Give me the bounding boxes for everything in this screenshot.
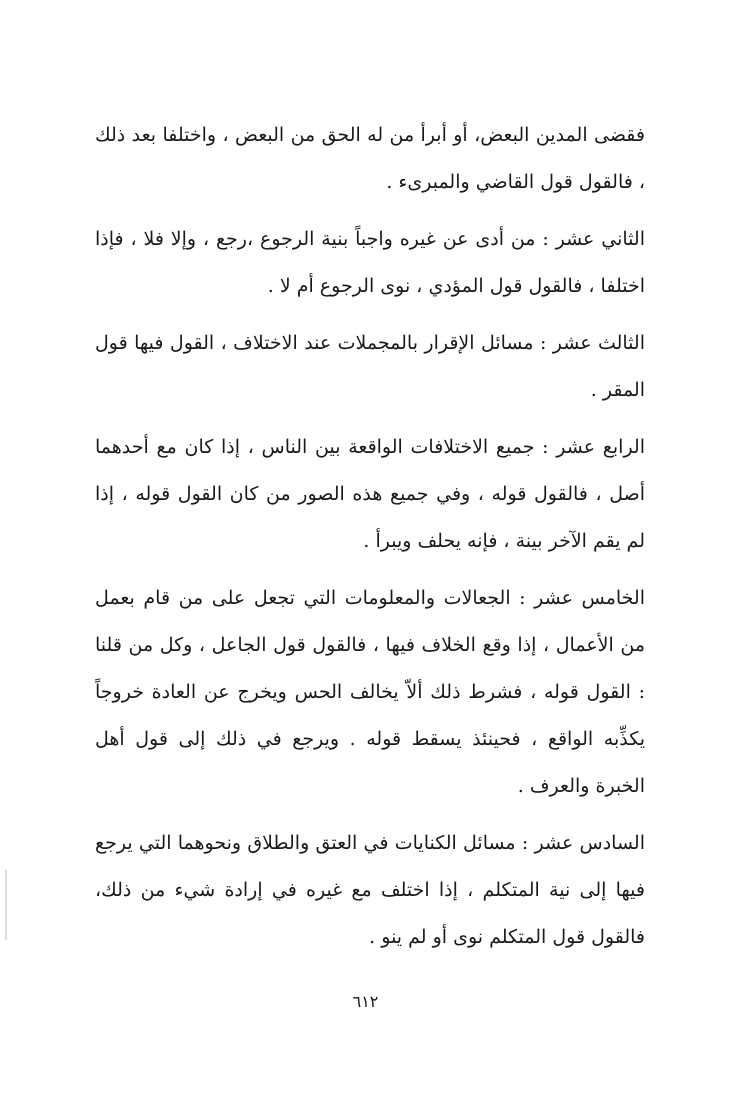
page-number: ٦١٢	[352, 992, 379, 1011]
scan-edge-mark	[5, 870, 7, 940]
body-text	[95, 112, 645, 961]
paragraph-6: السادس عشر : مسائل الكنايات في العتق والطلاق ونحوهما التي يرجع فيها إلى نية المتكلم ، إذا اختلف مع غيره في إرادة شيء من ذلك، فالقول قول المتكلم نوى أو لم ينو .	[95, 832, 645, 948]
paragraph-5: الخامس عشر : الجعالات والمعلومات التي تجعل على من قام بعمل من الأعمال ، إذا وقع الخلاف فيها ، فالقول قول الجاعل ، وكل من قلنا : القول قوله ، فشرط ذلك ألاّ يخالف الحس ويخرج عن العادة خروجاً يكذِّبه الواقع ، فحينئذ يسقط قوله . ويرجع في ذلك إلى قول أهل الخبرة والعرف .	[95, 587, 645, 797]
paragraph-2: الثاني عشر : من أدى عن غيره واجباً بنية الرجوع ،رجع ، وإلا فلا ، فإذا اختلفا ، فالقول قول المؤدي ، نوى الرجوع أم لا .	[95, 228, 645, 297]
paragraph-4: الرابع عشر : جميع الاختلافات الواقعة بين الناس ، إذا كان مع أحدهما أصل ، فالقول قوله ، وفي جميع هذه الصور من كان القول قوله ، إذا لم يقم الآخر بينة ، فإنه يحلف ويبرأ .	[95, 436, 645, 552]
paragraph-3: الثالث عشر : مسائل الإقرار بالمجملات عند الاختلاف ، القول فيها قول المقر .	[95, 332, 645, 401]
paragraph-1: فقضى المدين البعض، أو أبرأ من له الحق من البعض ، واختلفا بعد ذلك ، فالقول قول القاضي والمبرىء .	[95, 124, 645, 193]
